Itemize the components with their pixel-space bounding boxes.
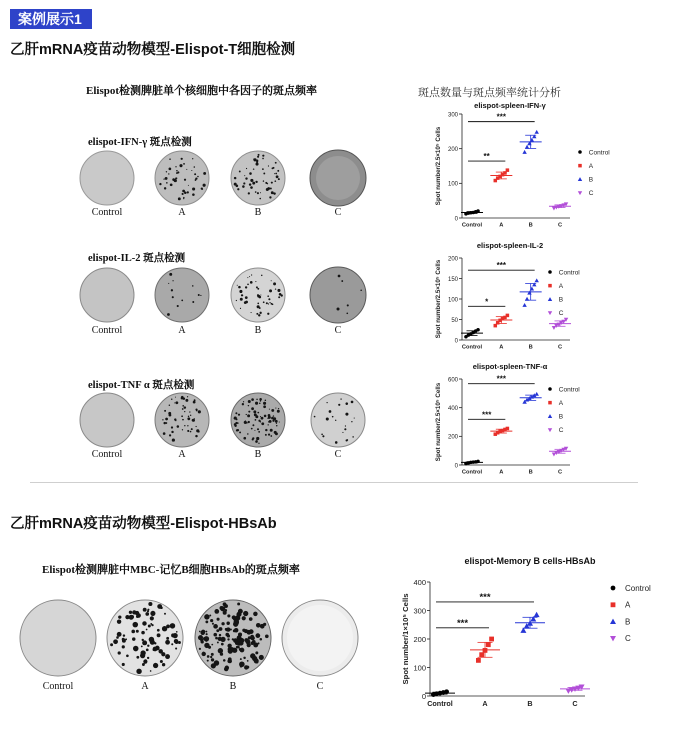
chart-ifn-gamma [420,100,620,228]
y-axis-label: Spot number/2.5×10⁵ Cells [435,126,442,206]
well-label-tnf-control: Control [91,449,123,460]
x-tick-label: A [499,344,504,350]
legend-label: Control [625,583,651,593]
well-row-il2 [74,265,394,327]
significance-label: *** [496,374,507,384]
significance-label: *** [496,112,507,122]
legend-label: A [625,600,631,610]
x-tick-label: B [528,469,533,475]
well-label-il2-a: A [178,325,186,336]
well-row-ifn [74,148,394,210]
legend-marker [548,270,552,274]
data-point [535,278,539,282]
legend-label: C [625,634,631,644]
y-tick-label: 400 [447,405,458,412]
data-point [506,168,510,172]
data-point [479,652,484,657]
significance-label: *** [456,617,469,629]
x-tick-label: C [557,344,563,350]
well-label-hbsab-c: C [316,681,324,692]
legend-label: Control [558,386,580,394]
chart-title: elispot-Memory B cells-HBsAb [464,556,596,566]
well-label-il2-c: C [334,325,342,336]
legend-label: C [558,310,564,318]
well-hbsab-b [195,600,271,676]
section2-panel-title: Elispot检测脾脏中MBC-记忆B细胞HBsAb的斑点频率 [42,564,300,576]
significance-label: *** [481,410,492,420]
legend-label: B [558,296,564,304]
legend-marker [548,284,552,288]
data-point [489,637,494,642]
well-hbsab-c [282,600,358,676]
legend-label: C [588,190,594,198]
row-label-tnf: elispot-TNF α 斑点检测 [88,380,195,391]
well-il2-c [310,267,366,323]
y-tick-label: 100 [413,663,426,673]
section-divider [30,482,638,483]
chart-title: elispot-spleen-TNF-α [472,362,548,371]
well-ifn-a [155,151,209,205]
legend-marker [548,297,552,301]
legend-marker [548,401,552,405]
y-tick-label: 150 [447,276,458,283]
case-badge: 案例展示1 [10,9,92,29]
well-hbsab-a [107,600,183,676]
chart-il2 [420,232,620,350]
legend-label: A [588,162,594,170]
legend-marker [610,619,616,624]
y-tick-label: 0 [454,338,458,345]
section1-title: 乙肝mRNA疫苗动物模型-Elispot-T细胞检测 [10,42,296,58]
x-tick-label: Control [461,344,483,350]
well-tnf-b [231,393,285,447]
well-label-hbsab-control: Control [42,681,74,692]
well-label-tnf-b: B [254,449,262,460]
x-tick-label: C [572,699,578,708]
legend-marker [548,414,552,418]
well-label-tnf-c: C [334,449,342,460]
well-ifn-control [80,151,134,205]
legend-label: A [558,399,564,407]
well-tnf-c [311,393,365,447]
row-label-ifn: elispot-IFN-γ 斑点检测 [88,137,192,148]
well-label-hbsab-a: A [141,681,149,692]
y-tick-label: 0 [454,216,458,223]
data-point [522,150,526,154]
x-tick-label: B [527,699,533,708]
data-point [476,658,481,663]
y-tick-label: 50 [451,317,458,324]
well-il2-a [155,268,209,322]
well-label-ifn-c: C [334,207,342,218]
x-tick-label: A [482,699,488,708]
data-point [486,642,491,647]
y-tick-label: 200 [447,434,458,441]
legend-marker [548,387,552,391]
data-point [532,282,536,286]
row-label-il2: elispot-IL-2 斑点检测 [88,253,186,264]
section1-stats-title: 斑点数量与斑点频率统计分析 [418,87,561,99]
significance-label: *** [479,591,491,603]
y-axis-label: Spot number/2.5×10⁵ Cells [435,259,442,339]
y-tick-label: 100 [447,181,458,188]
legend-marker [548,428,552,432]
y-tick-label: 100 [447,297,458,304]
legend-marker [578,191,582,195]
legend-marker [578,177,582,181]
section2-title: 乙肝mRNA疫苗动物模型-Elispot-HBsAb [10,516,277,532]
x-tick-label: Control [461,222,483,228]
y-tick-label: 200 [447,256,458,263]
well-il2-b [231,268,285,322]
y-tick-label: 200 [413,634,426,644]
well-label-il2-b: B [254,325,262,336]
chart-memory-b-hbsab [385,548,675,718]
well-tnf-a [155,393,209,447]
well-tnf-control [80,393,134,447]
chart-tnf-alpha [420,355,620,475]
well-label-tnf-a: A [178,449,186,460]
legend-marker [610,636,616,641]
y-axis-label: Spot number/2.5×10⁵ Cells [435,382,442,462]
y-axis-label: Spot number/1×10⁵ Cells [401,593,410,685]
chart-title: elispot-spleen-IFN-γ [474,101,546,110]
legend-label: Control [558,269,580,277]
y-tick-label: 200 [447,146,458,153]
x-tick-label: B [528,344,533,350]
y-tick-label: 400 [413,577,426,587]
x-tick-label: B [528,222,533,228]
legend-label: Control [588,149,610,157]
significance-label: ** [483,152,490,162]
y-tick-label: 0 [421,691,426,701]
well-label-ifn-a: A [178,207,186,218]
well-row-tnf [74,390,394,452]
section1-panel-title: Elispot检测脾脏单个核细胞中各因子的斑点频率 [86,85,318,97]
x-tick-label: C [557,469,563,475]
y-tick-label: 600 [447,377,458,384]
legend-label: B [625,617,631,627]
x-tick-label: C [557,222,563,228]
legend-marker [611,602,616,607]
legend-label: A [558,282,564,290]
significance-label: * [485,297,489,307]
data-point [535,130,539,134]
legend-label: B [558,413,564,421]
well-il2-control [80,268,134,322]
x-tick-label: A [499,222,504,228]
x-tick-label: Control [427,699,453,708]
well-ifn-b [231,151,285,205]
legend-marker [548,311,552,315]
well-row-hbsab [15,598,375,678]
legend-marker [611,586,616,591]
data-point [522,303,526,307]
well-label-ifn-control: Control [91,207,123,218]
x-tick-label: Control [461,469,483,475]
y-tick-label: 0 [454,463,458,470]
y-tick-label: 300 [447,112,458,119]
x-tick-label: A [499,469,504,475]
well-label-ifn-b: B [254,207,262,218]
chart-title: elispot-spleen-IL-2 [476,241,544,250]
well-label-il2-control: Control [91,325,123,336]
well-hbsab-control [20,600,96,676]
data-point [534,612,540,617]
well-label-hbsab-b: B [229,681,237,692]
legend-marker [578,150,582,154]
y-tick-label: 300 [413,606,426,616]
significance-label: *** [496,261,507,271]
legend-marker [578,164,582,168]
legend-label: B [588,176,594,184]
well-ifn-c [310,150,366,206]
data-point [506,427,510,431]
legend-label: C [558,427,564,435]
